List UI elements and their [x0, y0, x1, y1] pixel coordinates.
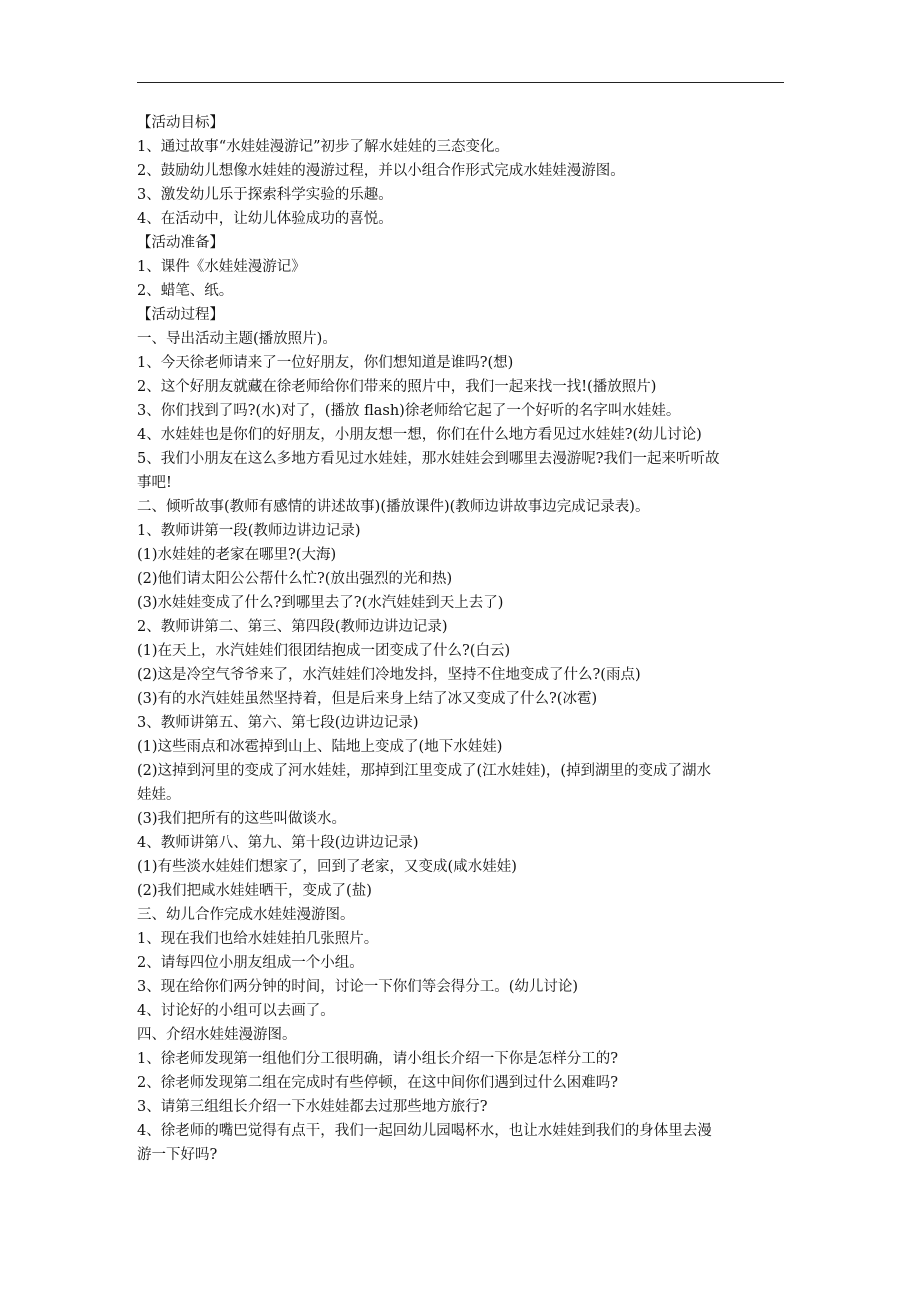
text-line: 1、徐老师发现第一组他们分工很明确，请小组长介绍一下你是怎样分工的? — [137, 1051, 618, 1067]
text-line: (2)他们请太阳公公帮什么忙?(放出强烈的光和热) — [137, 571, 453, 587]
step-heading: 四、介绍水娃娃漫游图。 — [137, 1027, 297, 1043]
text-line: 娃娃。 — [137, 787, 181, 803]
text-line: 5、我们小朋友在这么多地方看见过水娃娃，那水娃娃会到哪里去漫游呢?我们一起来听听故 — [137, 451, 720, 467]
text-line: (1)在天上，水汽娃娃们很团结抱成一团变成了什么?(白云) — [137, 643, 511, 659]
text-line: (2)我们把咸水娃娃晒干，变成了(盐) — [137, 883, 372, 899]
text-line: (3)有的水汽娃娃虽然坚持着，但是后来身上结了冰又变成了什么?(冰雹) — [137, 691, 598, 707]
header-rule — [137, 82, 784, 83]
text-line: 4、讨论好的小组可以去画了。 — [137, 1003, 335, 1019]
text-line: (1)有些淡水娃娃们想家了，回到了老家，又变成(咸水娃娃) — [137, 859, 517, 875]
text-line: 3、请第三组组长介绍一下水娃娃都去过那些地方旅行? — [137, 1099, 488, 1115]
text-line: 3、教师讲第五、第六、第七段(边讲边记录) — [137, 715, 419, 731]
text-line: 2、蜡笔、纸。 — [137, 283, 234, 299]
text-line: 2、徐老师发现第二组在完成时有些停顿，在这中间你们遇到过什么困难吗? — [137, 1075, 618, 1091]
text-line: 1、今天徐老师请来了一位好朋友，你们想知道是谁吗?(想) — [137, 355, 514, 371]
text-line: 2、鼓励幼儿想像水娃娃的漫游过程，并以小组合作形式完成水娃娃漫游图。 — [137, 163, 625, 179]
text-line: 2、请每四位小朋友组成一个小组。 — [137, 955, 364, 971]
text-line: 2、这个好朋友就藏在徐老师给你们带来的照片中，我们一起来找一找!(播放照片) — [137, 379, 657, 395]
text-line: 1、课件《水娃娃漫游记》 — [137, 259, 306, 275]
text-line: (3)水娃娃变成了什么?到哪里去了?(水汽娃娃到天上去了) — [137, 595, 504, 611]
text-line: 4、在活动中，让幼儿体验成功的喜悦。 — [137, 211, 393, 227]
text-line: 3、现在给你们两分钟的时间，讨论一下你们等会得分工。(幼儿讨论) — [137, 979, 579, 995]
section-heading-goals: 【活动目标】 — [137, 115, 224, 131]
document-body — [137, 111, 787, 1167]
section-heading-process: 【活动过程】 — [137, 307, 224, 323]
step-heading: 二、倾听故事(教师有感情的讲述故事)(播放课件)(教师边讲故事边完成记录表)。 — [137, 499, 650, 515]
text-line: 3、激发幼儿乐于探索科学实验的乐趣。 — [137, 187, 393, 203]
text-line: 3、你们找到了吗?(水)对了，(播放 flash)徐老师给它起了一个好听的名字叫水娃娃。 — [137, 403, 681, 419]
text-line: 游一下好吗? — [137, 1147, 218, 1163]
text-line: 1、现在我们也给水娃娃拍几张照片。 — [137, 931, 379, 947]
text-line: (2)这是冷空气爷爷来了，水汽娃娃们冷地发抖，坚持不住地变成了什么?(雨点) — [137, 667, 641, 683]
section-heading-preparation: 【活动准备】 — [137, 235, 224, 251]
text-line: 1、通过故事“水娃娃漫游记”初步了解水娃娃的三态变化。 — [137, 139, 510, 155]
text-line: (2)这掉到河里的变成了河水娃娃，那掉到江里变成了(江水娃娃)，(掉到湖里的变成了湖水 — [137, 763, 712, 779]
text-line: 事吧! — [137, 475, 172, 491]
text-line: (3)我们把所有的这些叫做谈水。 — [137, 811, 347, 827]
text-line: 4、教师讲第八、第九、第十段(边讲边记录) — [137, 835, 419, 851]
text-line: 4、徐老师的嘴巴觉得有点干，我们一起回幼儿园喝杯水，也让水娃娃到我们的身体里去漫 — [137, 1123, 712, 1139]
step-heading: 一、导出活动主题(播放照片)。 — [137, 331, 337, 347]
text-line: (1)这些雨点和冰雹掉到山上、陆地上变成了(地下水娃娃) — [137, 739, 503, 755]
text-line: (1)水娃娃的老家在哪里?(大海) — [137, 547, 337, 563]
text-line: 2、教师讲第二、第三、第四段(教师边讲边记录) — [137, 619, 448, 635]
step-heading: 三、幼儿合作完成水娃娃漫游图。 — [137, 907, 355, 923]
text-line: 4、水娃娃也是你们的好朋友，小朋友想一想，你们在什么地方看见过水娃娃?(幼儿讨论) — [137, 427, 702, 443]
text-line: 1、教师讲第一段(教师边讲边记录) — [137, 523, 361, 539]
